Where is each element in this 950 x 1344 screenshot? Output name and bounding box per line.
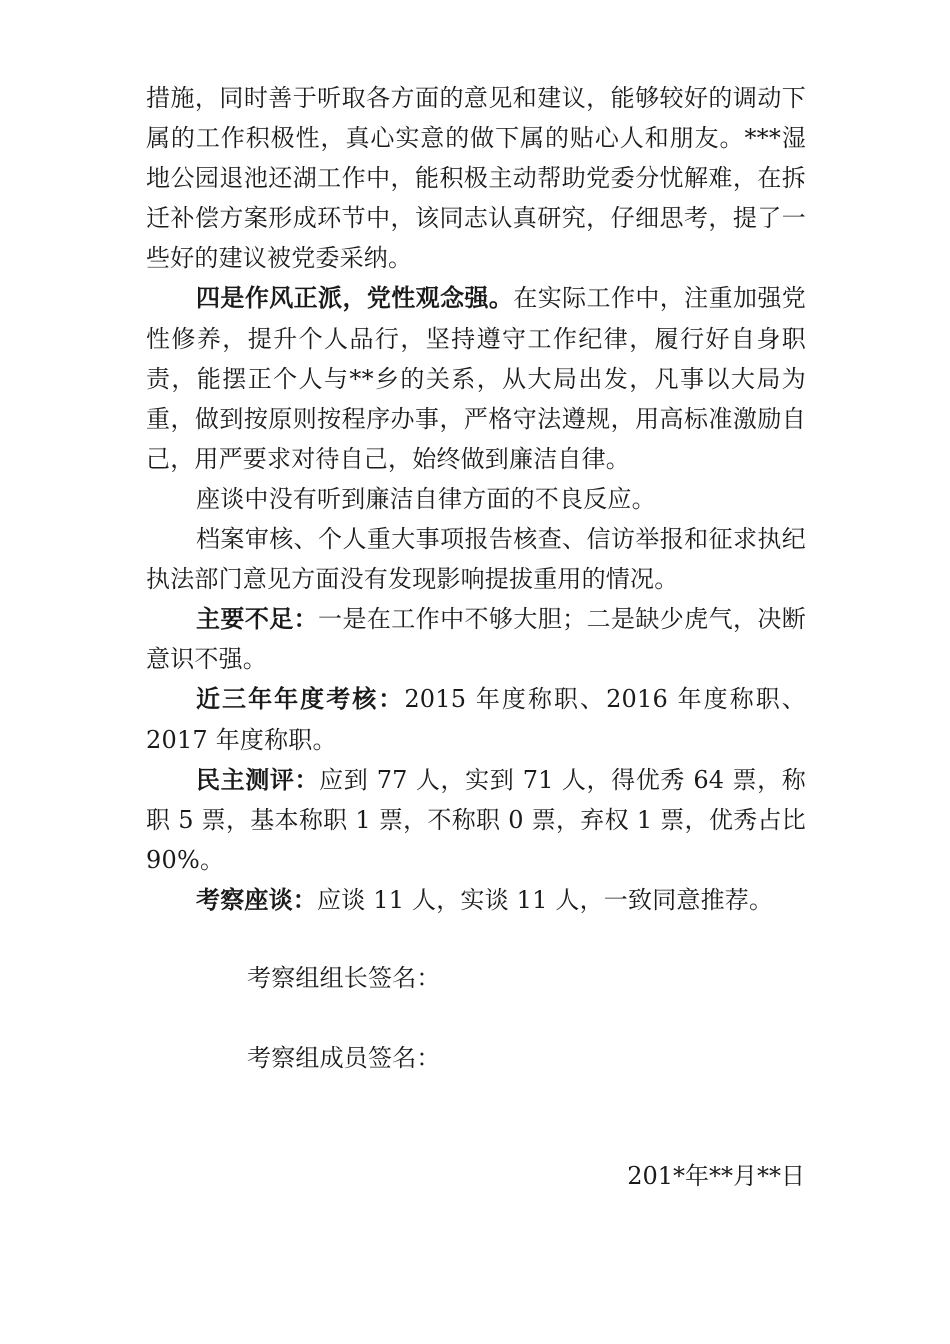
paragraph-lead: 考察座谈： — [196, 884, 317, 914]
paragraph-inspection-talks — [146, 880, 806, 920]
paragraph-text: 档案审核、个人重大事项报告核查、信访举报和征求执纪执法部门意见方面没有发现影响提拔重用的情况。 — [146, 525, 806, 594]
paragraph-lead: 近三年年度考核： — [196, 684, 405, 714]
document-date: 201*年**月**日 — [627, 1162, 805, 1190]
paragraph-measures — [146, 78, 806, 278]
paragraph-lead: 主要不足： — [196, 604, 319, 634]
document-body — [146, 78, 806, 920]
paragraph-text: 应到 77 人，实到 71 人，得优秀 64 票，称职 5 票，基本称职 1 票，不称职 0 票，弃权 1 票，优秀占比 90%。 — [146, 765, 806, 874]
paragraph-lead: 四是作风正派，党性观念强。 — [196, 283, 514, 313]
paragraph-text: 一是在工作中不够大胆；二是缺少虎气，决断意识不强。 — [146, 605, 807, 674]
members-signature-label: 考察组成员签名： — [247, 1044, 441, 1072]
paragraph-democratic-evaluation — [146, 760, 806, 880]
paragraph-text: 2015 年度称职、2016 年度称职、2017 年度称职。 — [146, 685, 806, 754]
paragraph-file-review — [146, 519, 806, 599]
paragraph-lead: 民主测评： — [196, 764, 320, 794]
paragraph-text: 措施，同时善于听取各方面的意见和建议，能够较好的调动下属的工作积极性，真心实意的做下属的贴心人和朋友。***湿地公园退池还湖工作中，能积极主动帮助党委分忧解难，在拆迁补偿方案形成环节中，该同志认真研究，仔细思考，提了一些好的建议被党委采纳。 — [146, 84, 806, 273]
paragraph-text: 座谈中没有听到廉洁自律方面的不良反应。 — [196, 484, 656, 513]
paragraph-integrity-feedback — [146, 479, 806, 519]
leader-signature-label: 考察组组长签名： — [247, 964, 441, 992]
paragraph-annual-assessment — [146, 679, 806, 759]
paragraph-shortcomings — [146, 599, 806, 679]
paragraph-text: 应谈 11 人，实谈 11 人，一致同意推荐。 — [317, 885, 774, 914]
paragraph-work-style — [146, 278, 806, 478]
paragraph-text: 在实际工作中，注重加强党性修养，提升个人品行，坚持遵守工作纪律，履行好自身职责，能摆正个人与**乡的关系，从大局出发，凡事以大局为重，做到按原则按程序办事，严格守法遵规，用高标准激励自己，用严要求对待自己，始终做到廉洁自律。 — [146, 284, 806, 473]
